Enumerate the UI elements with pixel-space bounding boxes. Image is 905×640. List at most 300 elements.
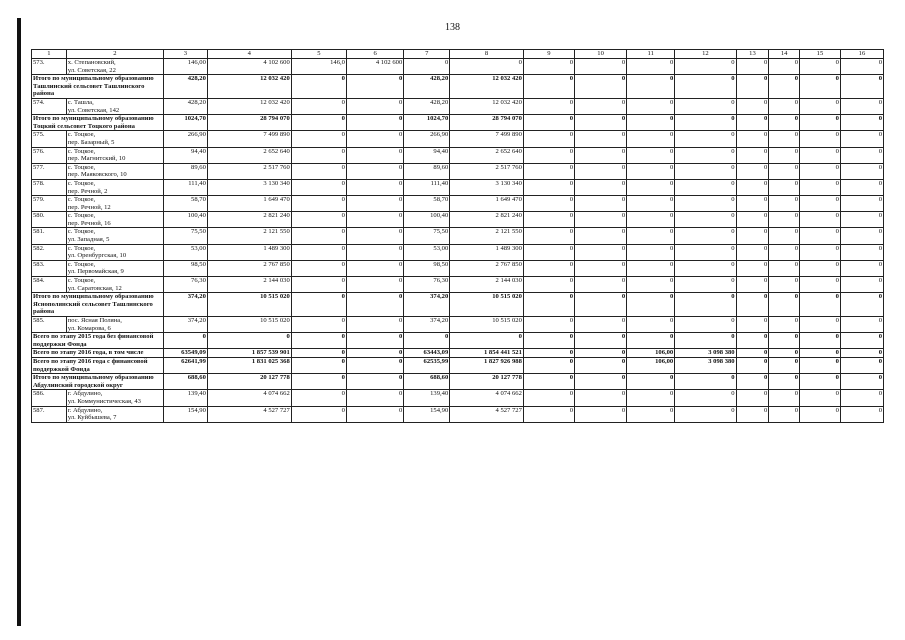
value-cell: 10 515 020 — [450, 293, 524, 317]
register-table — [31, 49, 884, 423]
value-cell: 0 — [575, 147, 627, 163]
value-cell: 0 — [736, 212, 769, 228]
value-cell: 0 — [291, 260, 346, 276]
address-locality: с. Тоцкое, — [67, 163, 96, 171]
value-cell: 0 — [523, 244, 574, 260]
column-header: 11 — [627, 50, 675, 59]
subtotal-row — [32, 349, 884, 358]
value-cell: 0 — [291, 196, 346, 212]
value-cell: 0 — [736, 333, 769, 349]
value-cell: 0 — [736, 390, 769, 406]
value-cell: 0 — [163, 333, 207, 349]
table-row — [32, 260, 884, 276]
row-number: 581. — [32, 228, 67, 244]
address-street: пер. Маяковского, 10 — [67, 171, 127, 179]
subtotal-label: Итого по муниципальному образованию Тоцкий сельсовет Тоцкого района — [32, 115, 164, 131]
value-cell: 0 — [799, 147, 840, 163]
value-cell: 100,40 — [163, 212, 207, 228]
value-cell: 0 — [346, 333, 403, 349]
column-header: 8 — [450, 50, 524, 59]
subtotal-row — [32, 374, 884, 390]
value-cell: 0 — [736, 374, 769, 390]
value-cell: 0 — [291, 277, 346, 293]
value-cell: 0 — [627, 293, 675, 317]
value-cell: 0 — [291, 179, 346, 195]
value-cell: 0 — [675, 333, 736, 349]
value-cell: 2 144 030 — [450, 277, 524, 293]
address-cell — [66, 98, 163, 114]
value-cell: 0 — [291, 212, 346, 228]
value-cell: 0 — [575, 260, 627, 276]
value-cell: 0 — [575, 131, 627, 147]
column-header: 3 — [163, 50, 207, 59]
value-cell: 0 — [799, 349, 840, 358]
value-cell: 0 — [736, 147, 769, 163]
value-cell: 0 — [769, 163, 800, 179]
column-header-row — [32, 50, 884, 59]
value-cell: 0 — [523, 147, 574, 163]
value-cell: 2 821 240 — [450, 212, 524, 228]
value-cell: 0 — [840, 115, 883, 131]
value-cell: 0 — [523, 212, 574, 228]
value-cell: 0 — [799, 293, 840, 317]
address-locality: с. Тоцкое, — [67, 244, 96, 252]
value-cell: 0 — [736, 131, 769, 147]
table-row — [32, 98, 884, 114]
value-cell: 0 — [840, 293, 883, 317]
value-cell: 0 — [769, 179, 800, 195]
value-cell: 2 767 850 — [450, 260, 524, 276]
value-cell: 0 — [291, 228, 346, 244]
value-cell: 374,20 — [163, 317, 207, 333]
value-cell: 76,30 — [404, 277, 450, 293]
address-street: ул. Коммунистическая, 43 — [67, 397, 141, 405]
value-cell: 75,50 — [163, 228, 207, 244]
value-cell: 266,90 — [404, 131, 450, 147]
value-cell: 0 — [627, 212, 675, 228]
value-cell: 0 — [575, 244, 627, 260]
value-cell: 0 — [675, 131, 736, 147]
value-cell: 0 — [799, 317, 840, 333]
value-cell: 0 — [627, 277, 675, 293]
value-cell: 0 — [840, 163, 883, 179]
value-cell: 1024,70 — [404, 115, 450, 131]
value-cell: 0 — [523, 357, 574, 373]
value-cell: 0 — [799, 196, 840, 212]
value-cell: 75,50 — [404, 228, 450, 244]
value-cell: 0 — [736, 277, 769, 293]
address-cell — [66, 131, 163, 147]
value-cell: 0 — [736, 406, 769, 422]
row-number: 580. — [32, 212, 67, 228]
value-cell: 0 — [675, 406, 736, 422]
value-cell: 53,00 — [163, 244, 207, 260]
value-cell: 12 032 420 — [450, 75, 524, 99]
value-cell: 0 — [769, 260, 800, 276]
address-locality: г. Абдулино, — [67, 406, 103, 414]
value-cell: 1 831 025 368 — [207, 357, 291, 373]
value-cell: 0 — [769, 98, 800, 114]
value-cell: 0 — [799, 131, 840, 147]
value-cell: 0 — [575, 293, 627, 317]
column-header: 16 — [840, 50, 883, 59]
value-cell: 0 — [346, 131, 403, 147]
value-cell: 0 — [346, 115, 403, 131]
value-cell: 0 — [627, 59, 675, 75]
value-cell: 0 — [840, 333, 883, 349]
value-cell: 0 — [404, 333, 450, 349]
value-cell: 0 — [627, 115, 675, 131]
value-cell: 146,0 — [291, 59, 346, 75]
address-street: ул. Советская, 22 — [67, 66, 116, 74]
value-cell: 106,00 — [627, 357, 675, 373]
subtotal-label: Итого по муниципальному образованию Яснополянский сельсовет Ташлинского района — [32, 293, 164, 317]
value-cell: 2 517 760 — [450, 163, 524, 179]
value-cell: 0 — [675, 277, 736, 293]
address-locality: с. Тоцкое, — [67, 196, 96, 204]
value-cell: 0 — [346, 406, 403, 422]
value-cell: 0 — [627, 260, 675, 276]
value-cell: 1 649 470 — [207, 196, 291, 212]
value-cell: 12 032 420 — [207, 75, 291, 99]
value-cell: 0 — [799, 277, 840, 293]
column-header: 9 — [523, 50, 574, 59]
value-cell: 0 — [627, 390, 675, 406]
value-cell: 0 — [736, 179, 769, 195]
column-header: 1 — [32, 50, 67, 59]
value-cell: 0 — [575, 277, 627, 293]
value-cell: 0 — [840, 357, 883, 373]
row-number: 587. — [32, 406, 67, 422]
column-header: 14 — [769, 50, 800, 59]
value-cell: 0 — [291, 390, 346, 406]
value-cell: 0 — [291, 163, 346, 179]
value-cell: 0 — [799, 115, 840, 131]
value-cell: 0 — [769, 333, 800, 349]
address-locality: с. Ташла, — [67, 98, 94, 106]
value-cell: 0 — [291, 349, 346, 358]
left-margin-bar — [17, 18, 21, 626]
value-cell: 100,40 — [404, 212, 450, 228]
value-cell: 0 — [840, 98, 883, 114]
value-cell: 10 515 020 — [450, 317, 524, 333]
value-cell: 62535,99 — [404, 357, 450, 373]
row-number: 584. — [32, 277, 67, 293]
column-header: 7 — [404, 50, 450, 59]
value-cell: 0 — [675, 75, 736, 99]
value-cell: 0 — [575, 228, 627, 244]
column-header: 6 — [346, 50, 403, 59]
value-cell: 0 — [799, 260, 840, 276]
value-cell: 1 489 300 — [207, 244, 291, 260]
address-cell — [66, 390, 163, 406]
table-row — [32, 147, 884, 163]
value-cell: 0 — [675, 179, 736, 195]
address-locality: с. Тоцкое, — [67, 179, 96, 187]
value-cell: 7 499 890 — [450, 131, 524, 147]
column-header: 2 — [66, 50, 163, 59]
subtotal-row — [32, 115, 884, 131]
address-street: ул. Западная, 5 — [67, 236, 110, 244]
address-cell — [66, 406, 163, 422]
table-row — [32, 212, 884, 228]
value-cell: 0 — [840, 260, 883, 276]
value-cell: 0 — [575, 163, 627, 179]
value-cell: 1 649 470 — [450, 196, 524, 212]
value-cell: 0 — [769, 406, 800, 422]
value-cell: 63443,09 — [404, 349, 450, 358]
value-cell: 0 — [627, 228, 675, 244]
value-cell: 0 — [675, 317, 736, 333]
value-cell: 4 527 727 — [207, 406, 291, 422]
value-cell: 0 — [736, 357, 769, 373]
value-cell: 1 827 926 988 — [450, 357, 524, 373]
value-cell: 0 — [769, 357, 800, 373]
value-cell: 0 — [291, 406, 346, 422]
value-cell: 0 — [769, 317, 800, 333]
column-header: 5 — [291, 50, 346, 59]
value-cell: 53,00 — [404, 244, 450, 260]
value-cell: 0 — [840, 374, 883, 390]
value-cell: 0 — [769, 374, 800, 390]
address-street: ул. Первомайская, 9 — [67, 268, 124, 276]
value-cell: 0 — [675, 293, 736, 317]
table-row — [32, 179, 884, 195]
value-cell: 7 499 890 — [207, 131, 291, 147]
value-cell: 20 127 778 — [207, 374, 291, 390]
value-cell: 0 — [840, 390, 883, 406]
value-cell: 0 — [346, 98, 403, 114]
value-cell: 0 — [736, 75, 769, 99]
value-cell: 4 102 600 — [346, 59, 403, 75]
value-cell: 0 — [840, 244, 883, 260]
column-header: 10 — [575, 50, 627, 59]
address-cell — [66, 244, 163, 260]
value-cell: 2 517 760 — [207, 163, 291, 179]
value-cell: 0 — [523, 131, 574, 147]
value-cell: 4 074 662 — [450, 390, 524, 406]
value-cell: 0 — [675, 374, 736, 390]
value-cell: 0 — [799, 374, 840, 390]
value-cell: 89,60 — [163, 163, 207, 179]
value-cell: 0 — [627, 374, 675, 390]
value-cell: 76,30 — [163, 277, 207, 293]
value-cell: 63549,09 — [163, 349, 207, 358]
value-cell: 0 — [291, 244, 346, 260]
value-cell: 1024,70 — [163, 115, 207, 131]
value-cell: 0 — [523, 406, 574, 422]
value-cell: 94,40 — [163, 147, 207, 163]
value-cell: 0 — [736, 196, 769, 212]
value-cell: 0 — [523, 277, 574, 293]
address-locality: с. Тоцкое, — [67, 131, 96, 139]
address-locality: с. Тоцкое, — [67, 260, 96, 268]
value-cell: 1 857 539 901 — [207, 349, 291, 358]
value-cell: 0 — [799, 333, 840, 349]
address-locality: пос. Ясная Поляна, — [67, 317, 122, 324]
value-cell: 0 — [840, 406, 883, 422]
value-cell: 0 — [523, 75, 574, 99]
value-cell: 3 098 380 — [675, 349, 736, 358]
value-cell: 0 — [736, 317, 769, 333]
address-cell — [66, 228, 163, 244]
table-row — [32, 163, 884, 179]
address-cell — [66, 179, 163, 195]
value-cell: 0 — [675, 228, 736, 244]
value-cell: 0 — [675, 163, 736, 179]
value-cell: 428,20 — [163, 98, 207, 114]
value-cell: 3 130 340 — [207, 179, 291, 195]
value-cell: 0 — [346, 196, 403, 212]
value-cell: 0 — [523, 196, 574, 212]
value-cell: 0 — [575, 357, 627, 373]
column-header: 4 — [207, 50, 291, 59]
value-cell: 0 — [523, 260, 574, 276]
value-cell: 0 — [575, 196, 627, 212]
row-number: 574. — [32, 98, 67, 114]
value-cell: 0 — [675, 59, 736, 75]
value-cell: 0 — [736, 163, 769, 179]
address-street: ул. Куйбышева, 7 — [67, 414, 117, 422]
value-cell: 20 127 778 — [450, 374, 524, 390]
value-cell: 0 — [346, 349, 403, 358]
value-cell: 0 — [523, 179, 574, 195]
value-cell: 0 — [523, 374, 574, 390]
value-cell: 0 — [769, 349, 800, 358]
address-cell — [66, 147, 163, 163]
address-locality: г. Абдулино, — [67, 390, 103, 398]
value-cell: 0 — [291, 357, 346, 373]
value-cell: 89,60 — [404, 163, 450, 179]
subtotal-label: Итого по муниципальному образованию Абдулинский городской округ — [32, 374, 164, 390]
value-cell: 0 — [523, 333, 574, 349]
value-cell: 0 — [736, 260, 769, 276]
value-cell: 98,50 — [404, 260, 450, 276]
value-cell: 1 854 441 521 — [450, 349, 524, 358]
value-cell: 0 — [675, 115, 736, 131]
value-cell: 0 — [346, 212, 403, 228]
value-cell: 2 652 640 — [450, 147, 524, 163]
value-cell: 139,40 — [163, 390, 207, 406]
value-cell: 154,90 — [404, 406, 450, 422]
value-cell: 0 — [450, 333, 524, 349]
value-cell: 0 — [291, 147, 346, 163]
table-row — [32, 390, 884, 406]
value-cell: 0 — [675, 244, 736, 260]
row-number: 582. — [32, 244, 67, 260]
value-cell: 0 — [346, 317, 403, 333]
value-cell: 0 — [769, 228, 800, 244]
value-cell: 688,60 — [163, 374, 207, 390]
value-cell: 0 — [346, 244, 403, 260]
value-cell: 0 — [799, 357, 840, 373]
value-cell: 0 — [575, 59, 627, 75]
value-cell: 10 515 020 — [207, 317, 291, 333]
value-cell: 0 — [346, 163, 403, 179]
value-cell: 0 — [736, 228, 769, 244]
value-cell: 0 — [627, 244, 675, 260]
value-cell: 0 — [346, 390, 403, 406]
value-cell: 0 — [523, 349, 574, 358]
value-cell: 0 — [769, 196, 800, 212]
value-cell: 2 767 850 — [207, 260, 291, 276]
address-cell — [66, 317, 163, 333]
address-street: пер. Магнитский, 10 — [67, 155, 126, 163]
value-cell: 4 074 662 — [207, 390, 291, 406]
value-cell: 0 — [575, 317, 627, 333]
value-cell: 0 — [840, 131, 883, 147]
value-cell: 374,20 — [163, 293, 207, 317]
address-locality: х. Степановский, — [67, 59, 116, 66]
value-cell: 0 — [736, 244, 769, 260]
table-row — [32, 196, 884, 212]
value-cell: 2 821 240 — [207, 212, 291, 228]
subtotal-label: Всего по этапу 2016 года с финансовой поддержкой Фонда — [32, 357, 164, 373]
address-street: пер. Базарный, 5 — [67, 138, 115, 146]
value-cell: 0 — [675, 390, 736, 406]
address-street: ул. Оренбургская, 10 — [67, 252, 127, 260]
value-cell: 0 — [346, 260, 403, 276]
value-cell: 0 — [799, 98, 840, 114]
value-cell: 146,00 — [163, 59, 207, 75]
value-cell: 0 — [346, 293, 403, 317]
address-locality: с. Тоцкое, — [67, 212, 96, 220]
value-cell: 0 — [675, 147, 736, 163]
value-cell: 2 652 640 — [207, 147, 291, 163]
value-cell: 0 — [840, 179, 883, 195]
value-cell: 0 — [346, 147, 403, 163]
subtotal-label: Всего по этапу 2016 года, в том числе — [32, 349, 164, 358]
value-cell: 0 — [799, 244, 840, 260]
address-locality: с. Тоцкое, — [67, 277, 96, 285]
value-cell: 12 032 420 — [207, 98, 291, 114]
row-number: 573. — [32, 59, 67, 75]
address-cell — [66, 277, 163, 293]
address-street: ул. Комарова, 6 — [67, 324, 111, 332]
address-cell — [66, 260, 163, 276]
table-row — [32, 277, 884, 293]
table-row — [32, 59, 884, 75]
value-cell: 0 — [769, 131, 800, 147]
value-cell: 58,70 — [404, 196, 450, 212]
value-cell: 428,20 — [404, 75, 450, 99]
value-cell: 0 — [346, 179, 403, 195]
value-cell: 0 — [769, 115, 800, 131]
table-row — [32, 317, 884, 333]
value-cell: 0 — [575, 212, 627, 228]
value-cell: 266,90 — [163, 131, 207, 147]
value-cell: 0 — [799, 390, 840, 406]
value-cell: 0 — [840, 228, 883, 244]
value-cell: 0 — [575, 98, 627, 114]
table-row — [32, 406, 884, 422]
value-cell: 0 — [291, 333, 346, 349]
row-number: 575. — [32, 131, 67, 147]
value-cell: 2 144 030 — [207, 277, 291, 293]
value-cell: 0 — [523, 98, 574, 114]
value-cell: 0 — [346, 374, 403, 390]
value-cell: 4 102 600 — [207, 59, 291, 75]
value-cell: 0 — [736, 349, 769, 358]
value-cell: 0 — [675, 212, 736, 228]
value-cell: 0 — [675, 98, 736, 114]
row-number: 579. — [32, 196, 67, 212]
value-cell: 0 — [575, 179, 627, 195]
value-cell: 0 — [840, 75, 883, 99]
address-cell — [66, 163, 163, 179]
address-street: пер. Речной, 12 — [67, 203, 111, 211]
table-row — [32, 244, 884, 260]
